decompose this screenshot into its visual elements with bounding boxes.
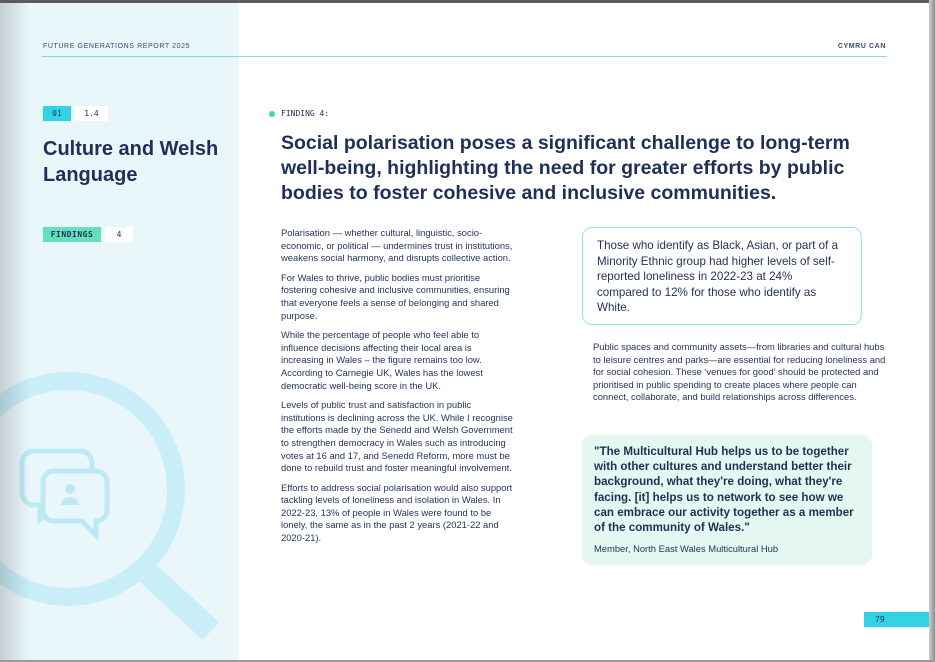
person-head-icon [65, 484, 75, 494]
body-paragraph: For Wales to thrive, public bodies must prioritise fostering cohesive and inclusive communities, ensuring that everyone feels a sense of belonging and shared purpose. [281, 271, 510, 321]
finding-headline: Social polarisation poses a significant challenge to long-term well-being, highlighting the need for greater efforts by public bodies to foster cohesive and inclusive communities. [281, 132, 850, 204]
callout-text: Those who identify as Black, Asian, or part of a Minority Ethnic group had higher levels of self-reported loneliness in 2022-23 at 24% compared to 12% for those who identify as White. [597, 239, 839, 315]
search-people-illustration [0, 3, 239, 660]
section-name: CYMRU CAN [837, 43, 886, 50]
magnifier-handle-icon [152, 577, 202, 623]
section-number-badge: 01 [43, 106, 71, 121]
subsection-number-badge: 1.4 [75, 106, 108, 121]
findings-count-badge: 4 [105, 227, 133, 242]
page-number: 79 [864, 612, 929, 627]
body-paragraph: Efforts to address social polarisation would also support tackling levels of loneliness and isolation in Wales. In 2022-23, 13% of people in Wales were found to be lonely, the same as in the past 2 years (2021-22 and 2020-21). [281, 481, 513, 544]
header-rule [42, 56, 887, 57]
body-paragraph: While the percentage of people who feel able to influence decisions affecting their local area is increasing in Wales – the figure remains too low. According to Carnegie UK, Wales has the lowest democratic well-being score in the UK. [281, 329, 483, 391]
statistic-callout [582, 227, 862, 325]
findings-badge: FINDINGS [43, 227, 101, 242]
quote-attribution: Member, North East Wales Multicultural Hub [594, 543, 779, 555]
body-paragraph: Levels of public trust and satisfaction in public institutions is declining across the UK. While I recognise the efforts made by the Senedd and Welsh Government to strengthen democracy in Wales such as introducing votes at 16 and 17, and Senedd Reform, more must be done to rebuild trust and foster meaningful involvement. [281, 399, 513, 474]
finding-bullet-icon [269, 111, 275, 117]
report-title: FUTURE GENERATIONS REPORT 2025 [43, 43, 191, 50]
document-right-edge [929, 0, 935, 662]
body-right-paragraph: Public spaces and community assets—from libraries and cultural hubs to leisure centres and parks—are essential for reducing loneliness and for social cohesion. These ‘venues for good’ should be protected and prioritised in public spending to create places where people can connect, collaborate, and build relationships across differences. [593, 341, 886, 403]
finding-label: FINDING 4: [281, 109, 330, 118]
quote-text: "The Multicultural Hub helps us to be together with other cultures and understand better their background, what they're doing, what they're facing. [it] helps us to network to see how we can embrace our activity together as a member of the community of Wales." [594, 445, 854, 535]
section-title: Culture and Welsh Language [43, 138, 219, 186]
body-paragraph: Polarisation — whether cultural, linguistic, socio-economic, or political — undermines trust in institutions, weakens social harmony, and disrupts collective action. [281, 227, 513, 264]
body-left-column [281, 227, 515, 552]
sidebar [0, 3, 239, 660]
quote-box [582, 435, 872, 565]
